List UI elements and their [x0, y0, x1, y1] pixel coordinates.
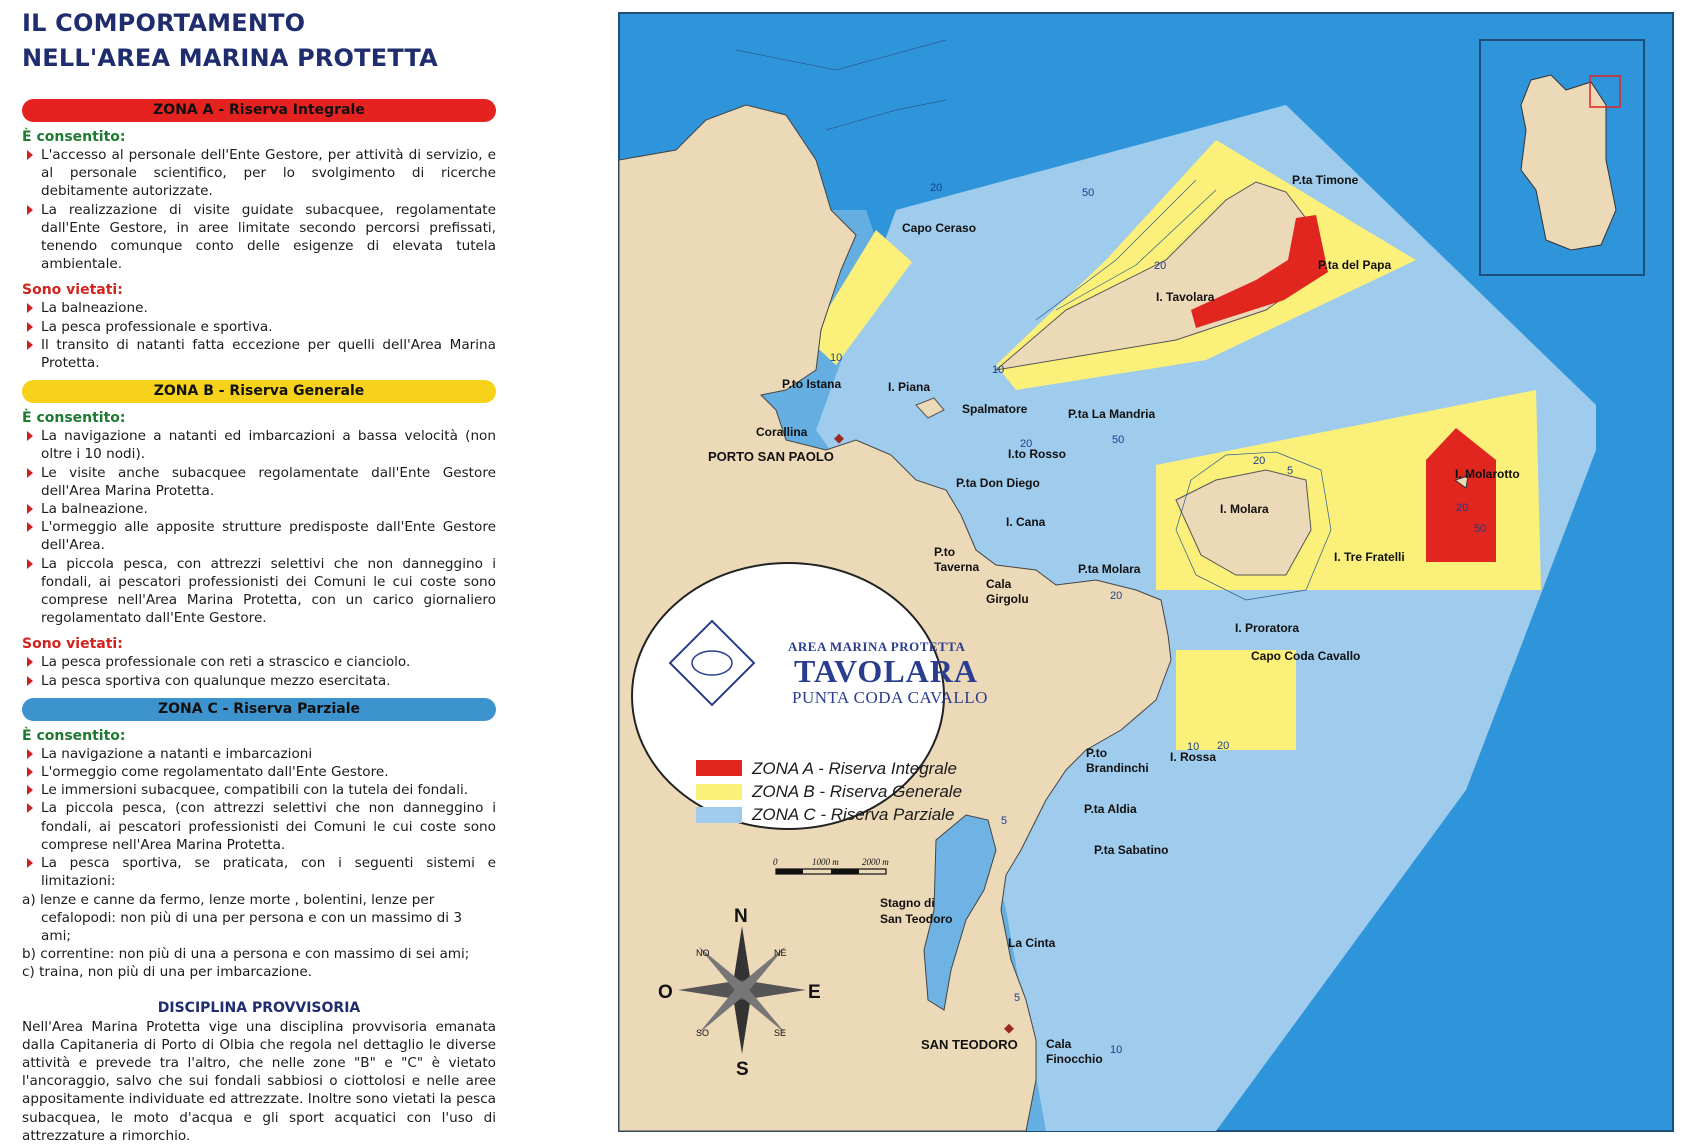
scale-label: 1000 m — [812, 857, 839, 867]
depth-label: 10 — [1187, 741, 1200, 753]
compass-no: NO — [696, 948, 710, 958]
rule-item: L'ormeggio alle apposite strutture predisposte dall'Ente Gestore dell'Area. — [22, 518, 496, 554]
logo-tavolara: TAVOLARA — [794, 653, 978, 689]
bullet-arrow-icon — [27, 749, 33, 759]
limit-item: b) correntine: non più di una a persona e con massimo di sei ami; — [22, 946, 470, 963]
bullet-arrow-icon — [27, 522, 33, 532]
scale-bar-segment — [776, 869, 803, 874]
compass-ne: NE — [774, 948, 787, 958]
bullet-arrow-icon — [27, 767, 33, 777]
label-pta-aldia: P.ta Aldia — [1084, 802, 1137, 816]
label-i-tre-fratelli: I. Tre Fratelli — [1334, 550, 1405, 564]
bullet-arrow-icon — [27, 803, 33, 813]
depth-label: 20 — [1110, 590, 1123, 602]
rule-item: L'ormeggio come regolamentato dall'Ente Gestore. — [22, 763, 496, 781]
legend-zone-b: ZONA B - Riserva Generale — [752, 782, 963, 801]
depth-label: 5 — [1014, 992, 1021, 1004]
bullet-arrow-icon — [27, 431, 33, 441]
depth-label: 20 — [1154, 260, 1167, 272]
depth-label: 20 — [1456, 502, 1469, 514]
zone-a-forbidden-label: Sono vietati: — [22, 282, 123, 299]
label-pta-del-papa: P.ta del Papa — [1318, 258, 1392, 272]
label-i-cana: I. Cana — [1006, 515, 1046, 529]
bullet-arrow-icon — [27, 303, 33, 313]
label-porto-san-paolo: PORTO SAN PAOLO — [708, 449, 834, 464]
limit-item: a) lenze e canne da fermo, lenze morte , bolentini, lenze per cefalopodi: non più di una per persona e con un massimo di 3 ami; — [22, 891, 463, 944]
label-i-proratora: I. Proratora — [1235, 621, 1300, 635]
label-pta-molara: P.ta Molara — [1078, 562, 1141, 576]
zone-a-forbidden-list — [22, 299, 496, 372]
rule-item: Il transito di natanti fatta eccezione per quelli dell'Area Marina Protetta. — [22, 336, 496, 372]
label-stagno-san-teodoro: San Teodoro — [880, 912, 953, 926]
legend-zone-c: ZONA C - Riserva Parziale — [752, 805, 955, 824]
scale-label: 2000 m — [862, 857, 889, 867]
depth-label: 50 — [1082, 187, 1095, 199]
label-i-molara: I. Molara — [1220, 502, 1269, 516]
rule-item: Le immersioni subacquee, compatibili con la tutela dei fondali. — [22, 781, 496, 799]
label-pto-istana: P.to Istana — [782, 377, 842, 391]
label-pta-la-mandria: P.ta La Mandria — [1068, 407, 1156, 421]
logo-punta-coda-cavallo: PUNTA CODA CAVALLO — [792, 688, 988, 707]
label-stagno-san-teodoro: Stagno di — [880, 896, 935, 910]
zone-a-header: ZONA A - Riserva Integrale — [22, 99, 496, 122]
zone-b-forbidden-list — [22, 653, 496, 689]
label-pta-timone: P.ta Timone — [1292, 173, 1359, 187]
rule-item: La piccola pesca, (con attrezzi selettivi che non danneggino i fondali, ai pescatori professionisti dei Comuni le cui coste sono comprese nell'Area Marina Protetta. — [22, 799, 496, 854]
zone-b-allowed-label: È consentito: — [22, 410, 126, 427]
legend-swatch-b — [696, 784, 742, 800]
label-cala-girgolu: Girgolu — [986, 592, 1029, 606]
zone-c-allowed-list — [22, 745, 496, 891]
depth-label: 20 — [1253, 455, 1266, 467]
scale-bar-segment — [831, 869, 859, 874]
label-capo-ceraso: Capo Ceraso — [902, 221, 977, 235]
legend-zone-a: ZONA A - Riserva Integrale — [752, 759, 958, 778]
zone-b-forbidden-label: Sono vietati: — [22, 636, 123, 653]
rules-column — [22, 6, 496, 1145]
label-i-piana: I. Piana — [888, 380, 931, 394]
label-ito-rosso: I.to Rosso — [1008, 447, 1067, 461]
logo-area-marina-protetta: AREA MARINA PROTETTA — [788, 639, 966, 654]
zone-a-allowed-label: È consentito: — [22, 129, 126, 145]
label-pta-sabatino: P.ta Sabatino — [1094, 843, 1169, 857]
fishing-limits-list — [22, 891, 496, 982]
bullet-arrow-icon — [27, 504, 33, 514]
label-spalmatore: Spalmatore — [962, 402, 1028, 416]
rule-item: Le visite anche subacquee regolamentate dall'Ente Gestore dell'Area Marina Protetta. — [22, 464, 496, 500]
label-i-tavolara: I. Tavolara — [1156, 290, 1215, 304]
bullet-arrow-icon — [27, 785, 33, 795]
rule-item: L'accesso al personale dell'Ente Gestore, per attività di servizio, e al personale scientifico, per lo svolgimento di ricerche debitamente autorizzate. — [22, 146, 496, 201]
zone-c-allowed-label: È consentito: — [22, 727, 126, 744]
legend-swatch-c — [696, 807, 742, 823]
depth-label: 50 — [1112, 434, 1125, 446]
limit-item: c) traina, non più di una per imbarcazione. — [22, 964, 313, 981]
depth-label: 20 — [1217, 740, 1230, 752]
compass-se: SE — [774, 1028, 787, 1038]
bullet-arrow-icon — [27, 322, 33, 332]
zone-b-coda-cavallo — [1176, 650, 1296, 750]
bullet-arrow-icon — [27, 150, 33, 160]
compass-n: N — [734, 906, 748, 927]
zone-a-allowed-list — [22, 146, 496, 273]
label-pto-brandinchi: P.to — [1086, 746, 1108, 760]
label-la-cinta: La Cinta — [1008, 936, 1056, 950]
rule-item: La pesca professionale e sportiva. — [22, 318, 496, 336]
bullet-arrow-icon — [27, 676, 33, 686]
label-corallina: Corallina — [756, 425, 808, 439]
compass-e: E — [808, 982, 821, 1003]
bullet-arrow-icon — [27, 858, 33, 868]
label-pto-taverna: P.to — [934, 545, 956, 559]
bullet-arrow-icon — [27, 205, 33, 215]
rule-item: La realizzazione di visite guidate subacquee, regolamentate dall'Ente Gestore, in aree limitate secondo percorsi prefissati, tenendo comunque conto delle esigenze di elevata tutela ambientale. — [22, 201, 496, 274]
legend-swatch-a — [696, 760, 742, 776]
label-i-molarotto: I. Molarotto — [1455, 467, 1520, 481]
depth-label: 5 — [1287, 465, 1294, 477]
compass-o: O — [658, 982, 673, 1003]
provisional-title: DISCIPLINA PROVVISORIA — [157, 999, 361, 1016]
zone-c-header: ZONA C - Riserva Parziale — [22, 698, 496, 721]
marine-area-map — [616, 10, 1676, 1134]
label-capo-coda-cavallo: Capo Coda Cavallo — [1251, 649, 1361, 663]
provisional-text: Nell'Area Marina Protetta vige una disciplina provvisoria emanata dalla Capitaneria di Porto di Olbia che regola nel dettaglio le diverse attività e prevede tra l'altro, che nelle zone "B" e "C" è vietato l'ancoraggio, salvo che sui fondali sabbiosi o ciottolosi e nelle aree appositamente individuate ed attrezzate. Inoltre sono vietati la pesca subacquea, le moto d'acqua e gli sport acquatici con l'uso di attrezzature a rimorchio. — [22, 1018, 497, 1144]
label-pto-brandinchi: Brandinchi — [1086, 761, 1149, 775]
rule-item: La piccola pesca, con attrezzi selettivi che non danneggino i fondali, ai pescatori professionisti dei Comuni le cui coste sono comprese nell'Area Marina Protetta, con un carico giornaliero regolamentato dall'Ente Gestore. — [22, 555, 496, 628]
label-pta-don-diego: P.ta Don Diego — [956, 476, 1040, 490]
rule-item: La balneazione. — [22, 299, 496, 317]
bullet-arrow-icon — [27, 468, 33, 478]
depth-label: 10 — [1110, 1044, 1123, 1056]
depth-label: 10 — [830, 352, 843, 364]
label-cala-finocchio: Cala — [1046, 1037, 1072, 1051]
depth-label: 20 — [930, 182, 943, 194]
label-i-rossa: I. Rossa — [1170, 750, 1217, 764]
rule-item: La pesca sportiva con qualunque mezzo esercitata. — [22, 672, 496, 690]
rule-item: La navigazione a natanti e imbarcazioni — [22, 745, 496, 763]
label-san-teodoro: SAN TEODORO — [921, 1037, 1018, 1052]
zone-b-header: ZONA B - Riserva Generale — [22, 380, 496, 403]
zone-b-allowed-list — [22, 427, 496, 627]
bullet-arrow-icon — [27, 657, 33, 667]
map-graphic — [616, 10, 1676, 1134]
depth-label: 5 — [1001, 815, 1008, 827]
compass-s: S — [736, 1059, 749, 1080]
label-cala-girgolu: Cala — [986, 577, 1012, 591]
label-pto-taverna: Taverna — [934, 560, 980, 574]
bullet-arrow-icon — [27, 559, 33, 569]
rule-item: La balneazione. — [22, 500, 496, 518]
depth-label: 20 — [1020, 438, 1033, 450]
depth-label: 10 — [992, 364, 1005, 376]
depth-label: 50 — [1474, 523, 1487, 535]
scale-label: 0 — [773, 857, 778, 867]
compass-so: SO — [696, 1028, 710, 1038]
page-title: IL COMPORTAMENTO NELL'AREA MARINA PROTETTA — [22, 9, 438, 72]
label-cala-finocchio: Finocchio — [1046, 1052, 1103, 1066]
rule-item: La pesca sportiva, se praticata, con i seguenti sistemi e limitazioni: — [22, 854, 496, 890]
rule-item: La navigazione a natanti ed imbarcazioni a bassa velocità (non oltre i 10 nodi). — [22, 427, 496, 463]
bullet-arrow-icon — [27, 340, 33, 350]
rule-item: La pesca professionale con reti a strascico e cianciolo. — [22, 653, 496, 671]
